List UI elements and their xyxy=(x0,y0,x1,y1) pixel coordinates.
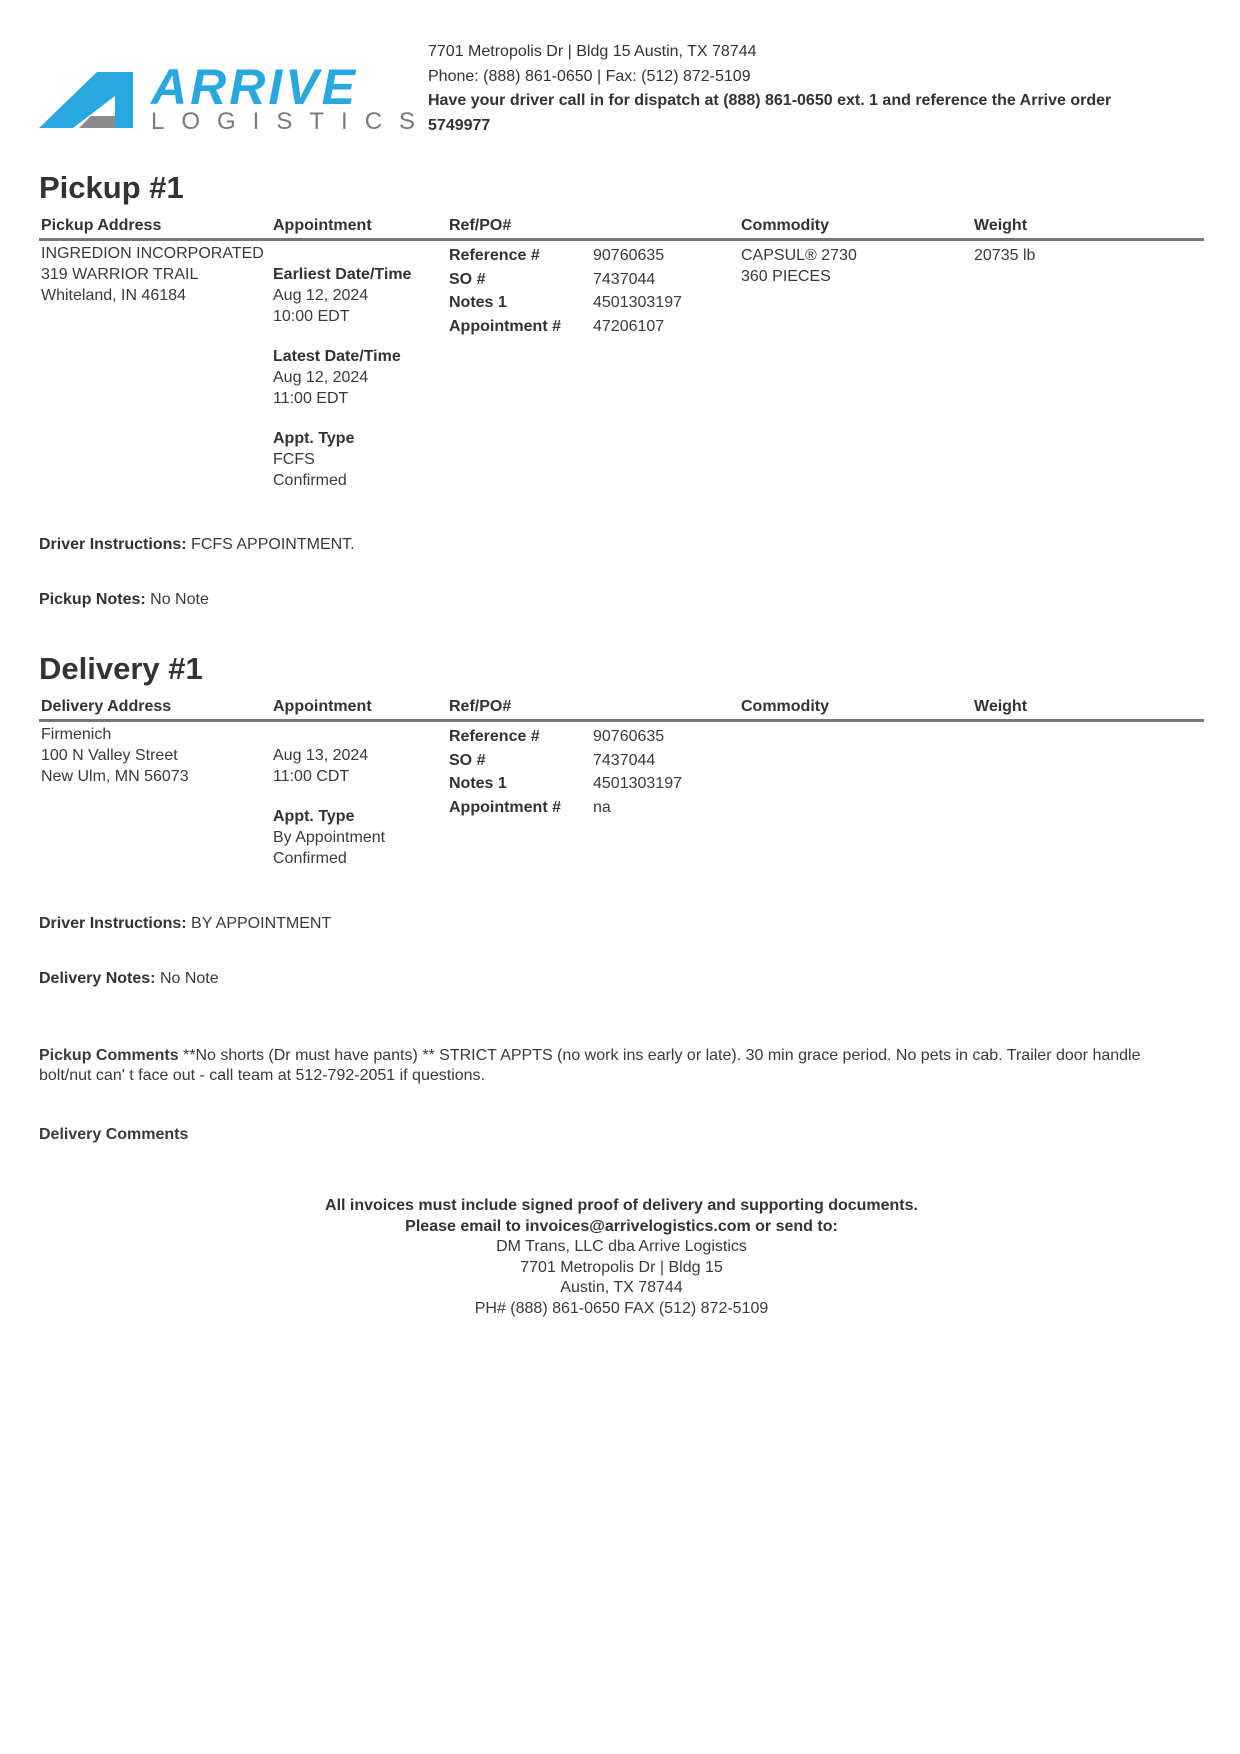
delivery-driver-instructions xyxy=(39,915,331,933)
delivery-ref-row xyxy=(449,797,709,821)
delivery-address-line: 100 N Valley Street xyxy=(41,747,178,764)
pickup-ref-row xyxy=(449,245,709,269)
pickup-title: Pickup #1 xyxy=(39,170,184,205)
delivery-ref-row xyxy=(449,750,709,774)
delivery-driver-instructions-text: BY APPOINTMENT xyxy=(191,915,332,932)
pickup-earliest-label: Earliest Date/Time xyxy=(273,266,412,283)
pickup-table-header xyxy=(39,214,1204,241)
delivery-appt-type-label: Appt. Type xyxy=(273,808,355,825)
pickup-latest-date: Aug 12, 2024 xyxy=(273,369,369,386)
arrive-logistics-logo xyxy=(39,59,433,138)
pickup-header-address: Pickup Address xyxy=(41,217,162,234)
pickup-driver-instructions-text: FCFS APPOINTMENT. xyxy=(191,536,355,553)
ref-label: Notes 1 xyxy=(449,775,507,792)
pickup-earliest-date: Aug 12, 2024 xyxy=(273,287,369,304)
delivery-header-weight: Weight xyxy=(974,698,1028,715)
ref-label: Reference # xyxy=(449,247,540,264)
pickup-latest-label: Latest Date/Time xyxy=(273,348,401,365)
ref-label: SO # xyxy=(449,751,486,769)
ref-value: 47206107 xyxy=(593,317,665,335)
pickup-driver-instructions-label: Driver Instructions: xyxy=(39,536,187,553)
footer-line: 7701 Metropolis Dr | Bldg 15 xyxy=(520,1258,723,1276)
pickup-header-commodity: Commodity xyxy=(741,217,829,234)
pickup-ref-row xyxy=(449,316,709,340)
ref-value: 4501303197 xyxy=(593,775,682,792)
delivery-title: Delivery #1 xyxy=(39,651,203,686)
pickup-appointment xyxy=(273,264,411,491)
pickup-ref-row xyxy=(449,269,709,293)
delivery-appt-status: Confirmed xyxy=(273,850,347,867)
pickup-earliest-time: 10:00 EDT xyxy=(273,308,350,325)
delivery-appointment xyxy=(273,745,385,869)
logo-word-arrive: ARRIVE xyxy=(151,59,358,115)
pickup-latest-time: 11:00 EDT xyxy=(273,390,349,407)
pickup-driver-instructions xyxy=(39,536,355,554)
delivery-address-line: New Ulm, MN 56073 xyxy=(41,768,189,785)
ref-label: Appointment # xyxy=(449,798,561,816)
logo-word-logistics: LOGISTICS xyxy=(151,108,433,135)
ref-value: 4501303197 xyxy=(593,294,682,311)
pickup-address-line: 319 WARRIOR TRAIL xyxy=(41,266,199,283)
footer-line: DM Trans, LLC dba Arrive Logistics xyxy=(496,1238,747,1255)
delivery-appt-date: Aug 13, 2024 xyxy=(273,747,369,764)
delivery-driver-instructions-label: Driver Instructions: xyxy=(39,915,187,932)
dispatch-note: Have your driver call in for dispatch at (888) 861-0650 ext. 1 and reference the Arrive order 5749977 xyxy=(428,92,1112,134)
ref-value: 7437044 xyxy=(593,270,656,288)
pickup-address xyxy=(41,243,264,306)
pickup-header-appointment: Appointment xyxy=(273,217,372,234)
delivery-comments xyxy=(39,1125,1169,1145)
delivery-notes-label: Delivery Notes: xyxy=(39,970,156,987)
delivery-header-ref: Ref/PO# xyxy=(449,698,512,715)
pickup-ref-row xyxy=(449,292,709,316)
delivery-notes-text: No Note xyxy=(159,970,219,987)
ref-label: Notes 1 xyxy=(449,294,507,311)
pickup-table xyxy=(39,214,1204,489)
commodity-line: CAPSUL® 2730 xyxy=(741,247,857,264)
ref-label: Appointment # xyxy=(449,317,561,335)
pickup-notes-text: No Note xyxy=(150,591,209,608)
delivery-ref-row xyxy=(449,726,709,750)
pickup-appt-status: Confirmed xyxy=(273,472,347,489)
delivery-notes xyxy=(39,970,219,988)
ref-value: 90760635 xyxy=(593,247,665,264)
pickup-refs xyxy=(449,245,709,339)
pickup-comments-label: Pickup Comments xyxy=(39,1047,179,1064)
pickup-address-line: INGREDION INCORPORATED xyxy=(41,245,264,262)
pickup-appt-type-label: Appt. Type xyxy=(273,430,355,447)
pickup-appt-type: FCFS xyxy=(273,451,315,468)
delivery-header-address: Delivery Address xyxy=(41,698,172,715)
pickup-comments-text: **No shorts (Dr must have pants) ** STRICT APPTS (no work ins early or late). 30 min grace period. No pets in cab. Trailer door handle bolt/nut can' t face out - call team at 512-792-2051 if questions. xyxy=(39,1047,1141,1084)
delivery-table xyxy=(39,695,1204,867)
delivery-comments-label: Delivery Comments xyxy=(39,1126,189,1143)
delivery-address xyxy=(41,724,189,787)
logo-chevron-icon xyxy=(39,68,147,130)
pickup-comments xyxy=(39,1046,1169,1086)
delivery-header-appointment: Appointment xyxy=(273,698,372,715)
pickup-notes xyxy=(39,591,209,609)
pickup-header-weight: Weight xyxy=(974,217,1028,234)
delivery-address-line: Firmenich xyxy=(41,726,112,743)
invoice-footer xyxy=(39,1196,1204,1319)
pickup-address-line: Whiteland, IN 46184 xyxy=(41,287,186,304)
pickup-notes-label: Pickup Notes: xyxy=(39,591,146,608)
company-phone: Phone: (888) 861-0650 | Fax: (512) 872-5109 xyxy=(428,67,751,85)
footer-line: PH# (888) 861-0650 FAX (512) 872-5109 xyxy=(474,1299,769,1317)
company-contact-info xyxy=(428,40,1168,138)
footer-line: All invoices must include signed proof of delivery and supporting documents. xyxy=(325,1197,918,1214)
commodity-line: 360 PIECES xyxy=(741,268,831,285)
delivery-appt-type: By Appointment xyxy=(273,829,386,846)
delivery-table-header xyxy=(39,695,1204,722)
delivery-header-commodity: Commodity xyxy=(741,698,829,715)
pickup-weight: 20735 lb xyxy=(974,247,1036,264)
delivery-ref-row xyxy=(449,773,709,797)
delivery-refs xyxy=(449,726,709,820)
ref-label: Reference # xyxy=(449,728,540,745)
company-address: 7701 Metropolis Dr | Bldg 15 Austin, TX 78744 xyxy=(428,43,757,60)
document-header xyxy=(39,36,1204,146)
pickup-header-ref: Ref/PO# xyxy=(449,217,512,234)
pickup-commodity xyxy=(741,245,857,287)
delivery-appt-time: 11:00 CDT xyxy=(273,768,350,785)
footer-line: Austin, TX 78744 xyxy=(560,1279,683,1296)
ref-value: na xyxy=(593,798,611,816)
ref-label: SO # xyxy=(449,270,486,288)
ref-value: 90760635 xyxy=(593,728,665,745)
ref-value: 7437044 xyxy=(593,751,656,769)
footer-line: Please email to invoices@arrivelogistics.com or send to: xyxy=(405,1217,838,1235)
